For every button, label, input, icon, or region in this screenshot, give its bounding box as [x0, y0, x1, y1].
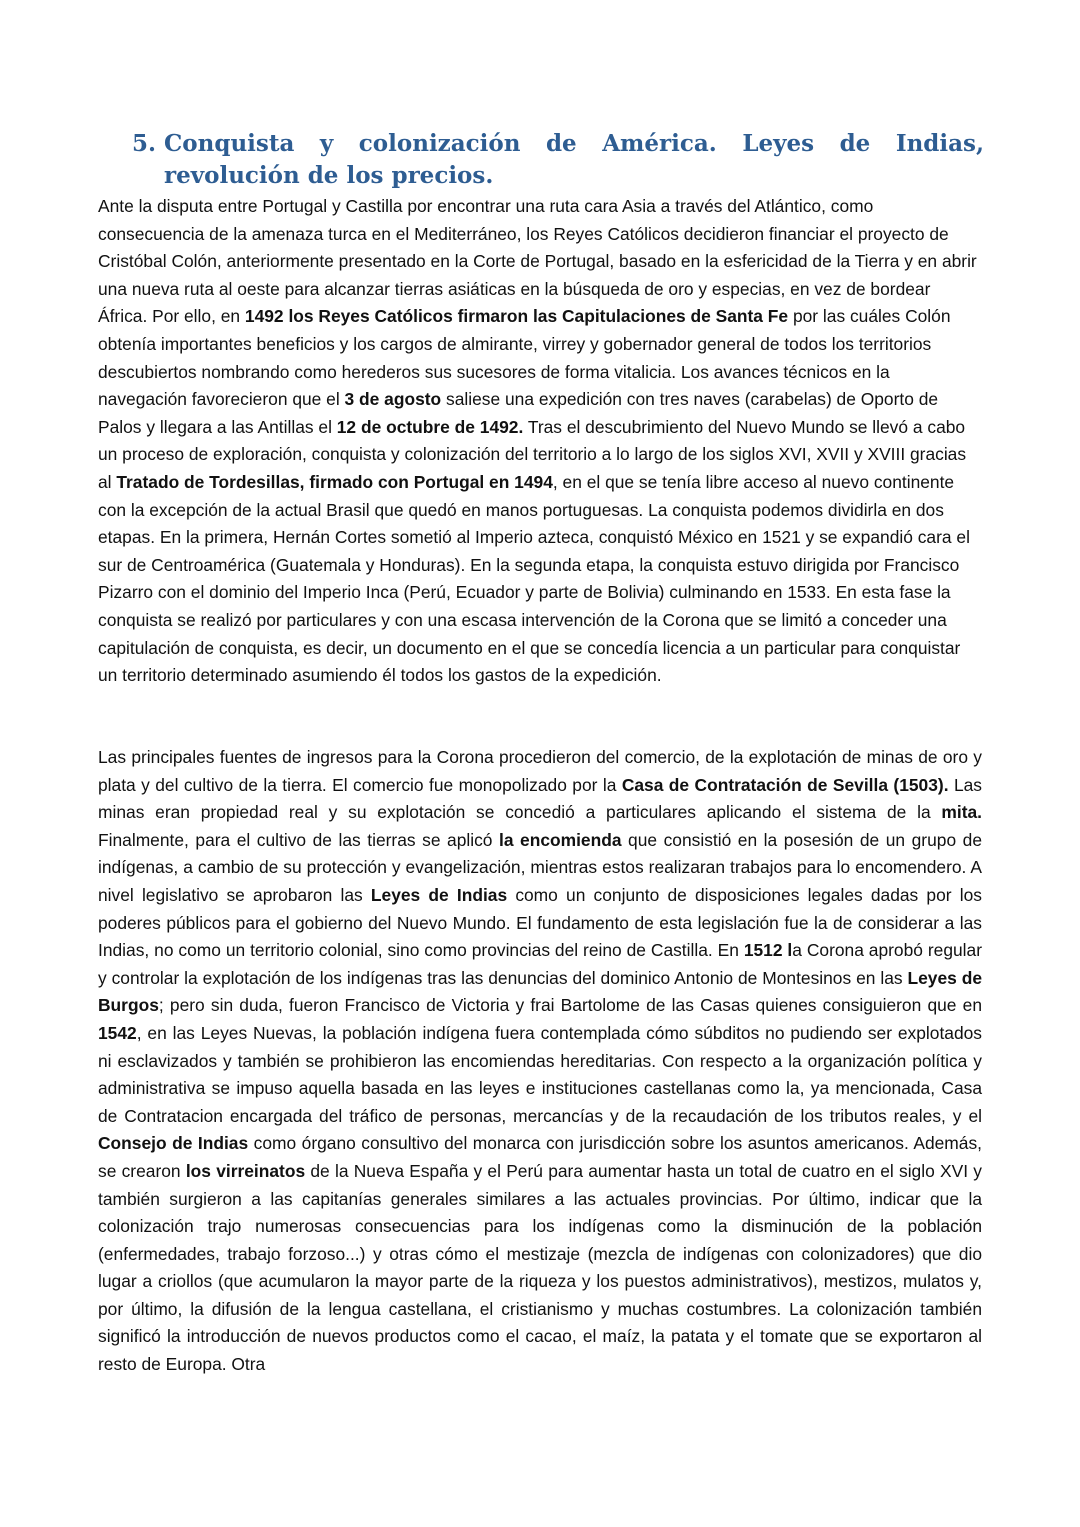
bold-3-agosto: 3 de agosto: [344, 389, 442, 410]
bold-1542: 1542: [98, 1022, 137, 1043]
text-run: Las minas eran propiedad real y su explotación se concedió a particulares aplicando el sistema de la: [98, 774, 982, 823]
bold-tordesillas: Tratado de Tordesillas, firmado con Portugal en 1494: [116, 471, 553, 492]
text-run: a Corona aprobó regular y controlar la explotación de los indígenas tras las denuncias del dominico Antonio de Montesinos en las: [98, 940, 982, 988]
paragraph-conquest: [98, 193, 982, 690]
text-run: saliese una expedición con tres naves (carabelas) de Oporto de Palos y llegara a las Antillas el: [98, 389, 939, 437]
bold-leyes-indias: Leyes de Indias: [370, 884, 508, 905]
text-run: por las cuáles Colón obtenía importantes beneficios y los cargos de almirante, virrey y gobernador general de todos los territorios descubiertos nombrando como herederos sus sucesores de forma vitalicia. Los avances técnicos en la navegación favorecieron que el: [98, 306, 951, 410]
bold-encomienda: la encomienda: [499, 829, 622, 850]
bold-12-octubre: 12 de octubre de 1492.: [336, 416, 524, 437]
paragraph-economy-laws: [98, 744, 982, 1379]
text-run: Finalmente, para el cultivo de las tierras se aplicó: [98, 829, 499, 850]
text-run: de la Nueva España y el Perú para aumentar hasta un total de cuatro en el siglo XVI y también surgieron a las capitanías generales similares a las actuales provincias. Por último, indicar que la colonización trajo numerosas consecuencias para los indígenas como la disminución de la población (enfermedades, trabajo forzoso...) y otras cómo el mestizaje (mezcla de indígenas con colonizadores) que dio lugar a criollos (que acumularon la mayor parte de la riqueza y los puestos administrativos), mestizos, mulatos y, por último, la difusión de la lengua castellana, el cristianismo y muchas costumbres. La colonización también significó la introducción de nuevos productos como el cacao, el maíz, la patata y el tomate que se exportaron al resto de Europa. Otra: [98, 1160, 982, 1375]
text-run: Las principales fuentes de ingresos para la Corona procedieron del comercio, de la explotación de minas de oro y plata y del cultivo de la tierra. El comercio fue monopolizado por la: [98, 747, 982, 795]
text-run: Tras el descubrimiento del Nuevo Mundo se llevó a cabo un proceso de exploración, conquista y colonización del territorio a lo largo de los siglos XVI, XVII y XVIII gracias al: [98, 416, 967, 492]
text-run: Ante la disputa entre Portugal y Castilla por encontrar una ruta cara Asia a través del Atlántico, como consecuencia de la amenaza turca en el Mediterráneo, los Reyes Católicos decidieron financiar el proyecto de Cristóbal Colón, anteriormente presentado en la Corte de Portugal, basado en la esfericidad de la Tierra y en abrir una nueva ruta al oeste para alcanzar tierras asiáticas en la búsqueda de oro y especias, en vez de bordear África. Por ello, en: [98, 196, 977, 327]
bold-mita: mita.: [941, 802, 982, 823]
section-title: Conquista y colonización de América. Leyes de Indias, revolución de los precios.: [164, 130, 984, 189]
bold-leyes-burgos: Leyes de Burgos: [98, 967, 982, 1016]
text-run: como órgano consultivo del monarca con jurisdicción sobre los asuntos americanos. Además, se crearon: [98, 1133, 982, 1181]
bold-casa-contratacion: Casa de Contratación de Sevilla (1503).: [621, 774, 949, 795]
bold-consejo-indias: Consejo de Indias: [98, 1133, 249, 1154]
text-run: que consistió en la posesión de un grupo de indígenas, a cambio de su protección y evangelización, mientras estos realizaran trabajos para lo encomendero. A nivel legislativo se aprobaron las: [98, 829, 982, 905]
bold-virreinatos: los virreinatos: [185, 1160, 306, 1181]
section-number: 5.: [132, 130, 157, 157]
bold-1512: 1512 l: [743, 940, 793, 961]
section-heading: [132, 128, 984, 192]
bold-capitulaciones: 1492 los Reyes Católicos firmaron las Capitulaciones de Santa Fe: [244, 306, 789, 327]
text-run: , en el que se tenía libre acceso al nuevo continente con la excepción de la actual Brasil que quedó en manos portuguesas. La conquista podemos dividirla en dos etapas. En la primera, Hernán Cortes sometió al Imperio azteca, conquistó México en 1521 y se expandió cara el sur de Centroamérica (Guatemala y Honduras). En la segunda etapa, la conquista estuvo dirigida por Francisco Pizarro con el dominio del Imperio Inca (Perú, Ecuador y parte de Bolivia) culminando en 1533. En esta fase la conquista se realizó por particulares y con una escasa intervención de la Corona que se limitó a conceder una capitulación de conquista, es decir, un documento en el que se concedía licencia a un particular para conquistar un territorio determinado asumiendo él todos los gastos de la expedición.: [98, 471, 970, 686]
text-run: ; pero sin duda, fueron Francisco de Victoria y frai Bartolome de las Casas quienes consiguieron que en: [158, 995, 982, 1016]
text-run: , en las Leyes Nuevas, la población indígena fuera contemplada cómo súbditos no pudiendo ser explotados ni esclavizados y también se prohibieron las encomiendas hereditarias. Con respecto a la organización política y administrativa se impuso aquella basada en las leyes e instituciones castellanas como la, ya mencionada, Casa de Contratacion encargada del tráfico de personas, mercancías y de la recaudación de los tributos reales, y el: [98, 1022, 982, 1126]
text-run: como un conjunto de disposiciones legales dadas por los poderes públicos para el gobierno del Nuevo Mundo. El fundamento de esta legislación fue la de considerar a las Indias, no como un territorio colonial, sino como provincias del reino de Castilla. En: [98, 884, 982, 961]
